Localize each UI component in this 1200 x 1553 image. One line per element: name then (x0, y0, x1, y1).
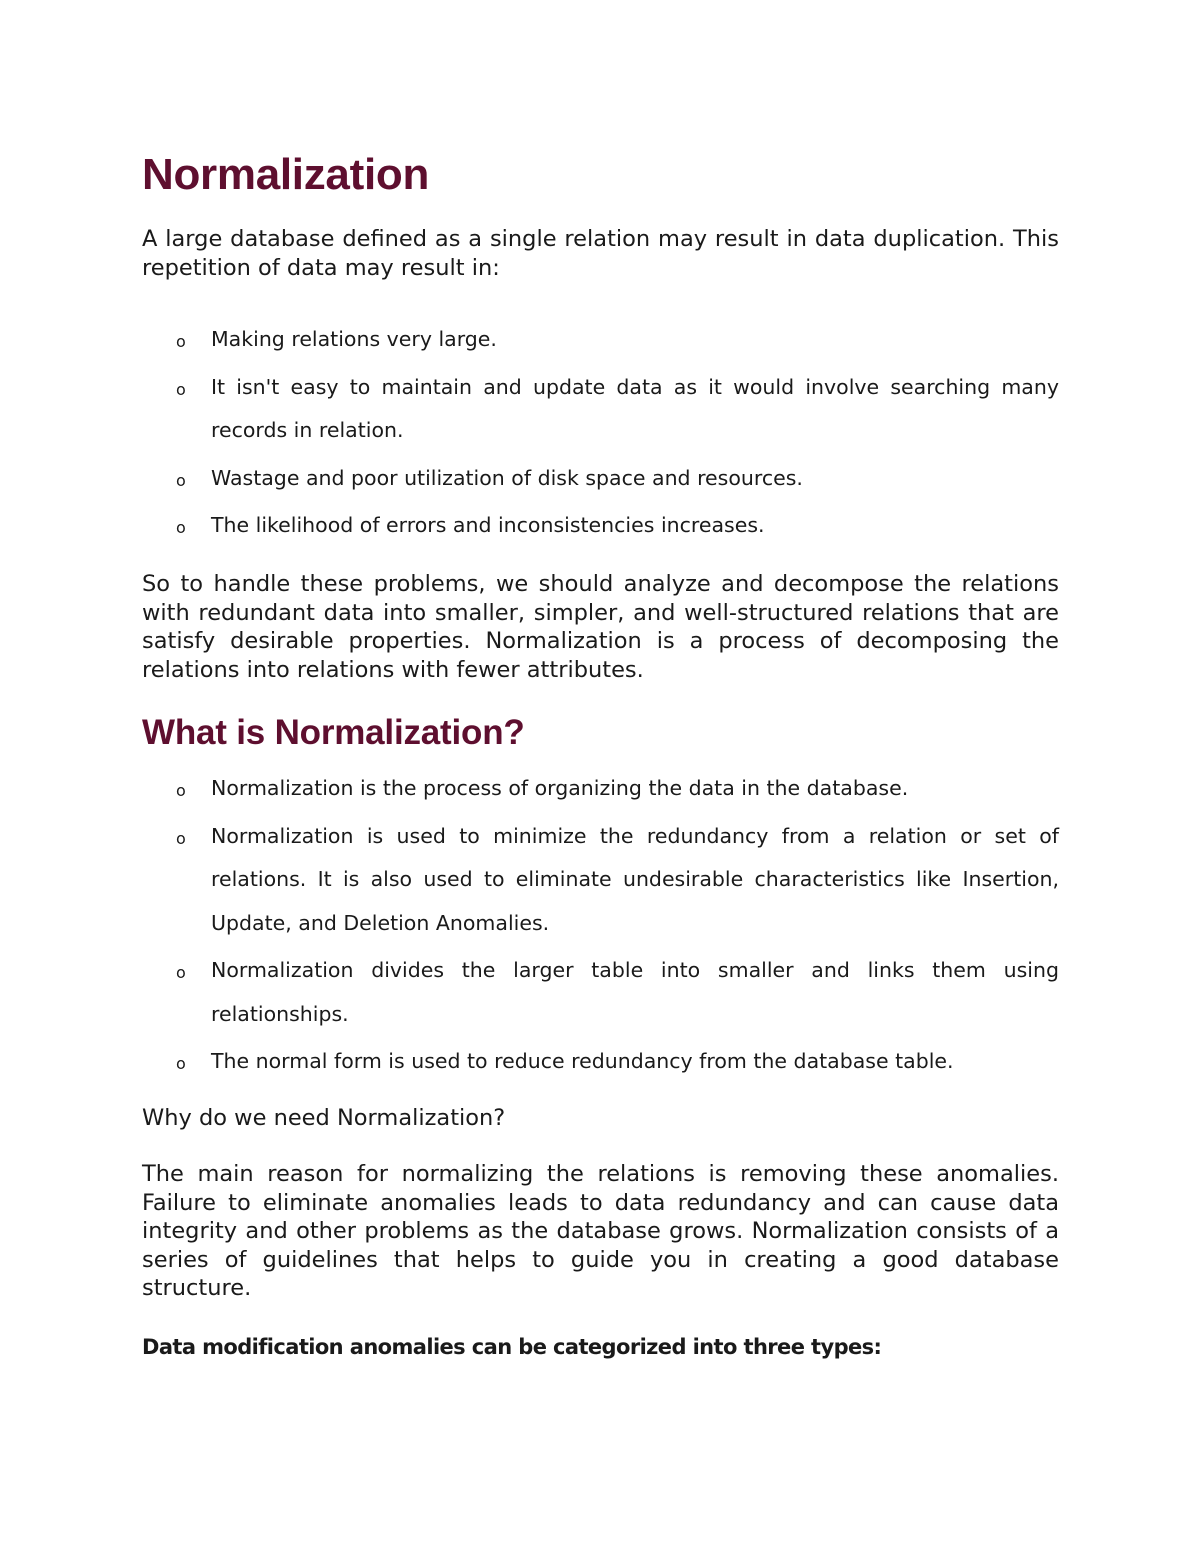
bullet-icon: o (176, 781, 186, 800)
list-item-text: Wastage and poor utilization of disk space and resources. (211, 465, 803, 490)
problems-list (142, 318, 1059, 552)
list-item-text: Normalization is used to minimize the redundancy from a relation or set of relations. It is also used to eliminate undesirable characteristics like Insertion, Update, and Deletion Anomalies. (211, 823, 1059, 935)
bullet-icon: o (176, 963, 186, 982)
list-item (142, 504, 1059, 548)
list-item (142, 949, 1059, 1036)
why-paragraph: The main reason for normalizing the relations is removing these anomalies. Failure to eliminate anomalies leads to data redundancy and can cause data integrity and other problems as the database grows. Normalization consists of a series of guidelines that helps to guide you in creating a good database structure. (142, 1161, 1059, 1301)
list-item-text: Normalization is the process of organizing the data in the database. (211, 776, 909, 800)
bullet-icon: o (176, 518, 186, 537)
why-heading: Why do we need Normalization? (142, 1105, 506, 1131)
definition-list (142, 767, 1059, 1088)
intro-paragraph: A large database defined as a single relation may result in data duplication. This repetition of data may result in: (142, 226, 1059, 281)
list-item-text: The normal form is used to reduce redundancy from the database table. (211, 1049, 954, 1073)
bullet-icon: o (176, 1054, 186, 1073)
list-item (142, 366, 1059, 453)
section-heading: What is Normalization? (142, 713, 525, 752)
list-item (142, 318, 1059, 362)
list-item (142, 1040, 1059, 1084)
solution-paragraph: So to handle these problems, we should analyze and decompose the relations with redundant data into smaller, simpler, and well-structured relations that are satisfy desirable properties. Normalization is a process of decomposing the relations into relations with fewer attributes. (142, 571, 1059, 683)
list-item (142, 767, 1059, 811)
list-item-text: It isn't easy to maintain and update data as it would involve searching many records in relation. (211, 374, 1059, 442)
list-item (142, 457, 1059, 501)
anomalies-heading: Data modification anomalies can be categorized into three types: (142, 1335, 882, 1359)
bullet-icon: o (176, 379, 186, 399)
list-item-text: Making relations very large. (211, 327, 497, 351)
page-title: Normalization (142, 150, 430, 199)
bullet-icon: o (176, 332, 186, 351)
bullet-icon: o (176, 470, 186, 490)
list-item-text: Normalization divides the larger table into smaller and links them using relationships. (211, 958, 1059, 1026)
list-item-text: The likelihood of errors and inconsistencies increases. (211, 513, 765, 537)
list-item (142, 815, 1059, 946)
bullet-icon: o (176, 828, 186, 848)
